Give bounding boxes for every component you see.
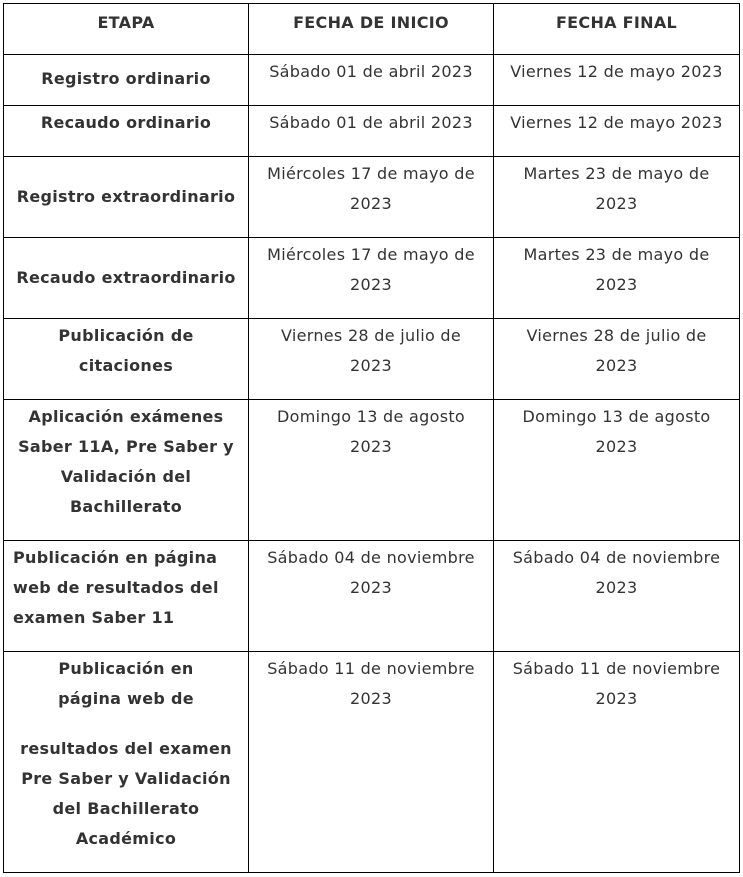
table-row (4, 400, 740, 541)
fecha-inicio-cell: Miércoles 17 de mayo de 2023 (249, 238, 494, 319)
fecha-final-cell: Domingo 13 de agosto 2023 (494, 400, 740, 541)
etapa-cell: Recaudo extraordinario (4, 238, 249, 319)
fecha-final-cell: Martes 23 de mayo de 2023 (494, 157, 740, 238)
etapa-cell-part1: Publicación en página web de (58, 659, 194, 708)
schedule-table (3, 3, 740, 873)
fecha-final-cell: Viernes 12 de mayo 2023 (494, 106, 740, 157)
table-row (4, 319, 740, 400)
table-row (4, 238, 740, 319)
fecha-final-cell: Viernes 28 de julio de 2023 (494, 319, 740, 400)
etapa-cell: Aplicación exámenes Saber 11A, Pre Saber y Validación del Bachillerato (4, 400, 249, 541)
etapa-cell: Registro extraordinario (4, 157, 249, 238)
table-row (4, 157, 740, 238)
fecha-inicio-cell: Viernes 28 de julio de 2023 (249, 319, 494, 400)
header-fecha-final: FECHA FINAL (494, 4, 740, 55)
fecha-inicio-cell: Domingo 13 de agosto 2023 (249, 400, 494, 541)
table-row (4, 541, 740, 652)
fecha-inicio-cell: Sábado 11 de noviembre 2023 (249, 652, 494, 873)
header-etapa: ETAPA (4, 4, 249, 55)
header-fecha-inicio: FECHA DE INICIO (249, 4, 494, 55)
fecha-inicio-cell: Sábado 01 de abril 2023 (249, 55, 494, 106)
etapa-cell: Publicación de citaciones (4, 319, 249, 400)
etapa-cell: Recaudo ordinario (4, 106, 249, 157)
fecha-inicio-cell: Sábado 04 de noviembre 2023 (249, 541, 494, 652)
paragraph-gap (18, 714, 234, 734)
etapa-cell (4, 652, 249, 873)
fecha-final-cell: Sábado 11 de noviembre 2023 (494, 652, 740, 873)
table-row (4, 55, 740, 106)
fecha-final-cell: Martes 23 de mayo de 2023 (494, 238, 740, 319)
etapa-cell: Publicación en página web de resultados del examen Saber 11 (4, 541, 249, 652)
table-row (4, 652, 740, 873)
table-header-row (4, 4, 740, 55)
fecha-inicio-cell: Miércoles 17 de mayo de 2023 (249, 157, 494, 238)
fecha-final-cell: Viernes 12 de mayo 2023 (494, 55, 740, 106)
etapa-cell: Registro ordinario (4, 55, 249, 106)
fecha-final-cell: Sábado 04 de noviembre 2023 (494, 541, 740, 652)
table-row (4, 106, 740, 157)
etapa-cell-part2: resultados del examen Pre Saber y Validación del Bachillerato Académico (20, 739, 232, 848)
fecha-inicio-cell: Sábado 01 de abril 2023 (249, 106, 494, 157)
